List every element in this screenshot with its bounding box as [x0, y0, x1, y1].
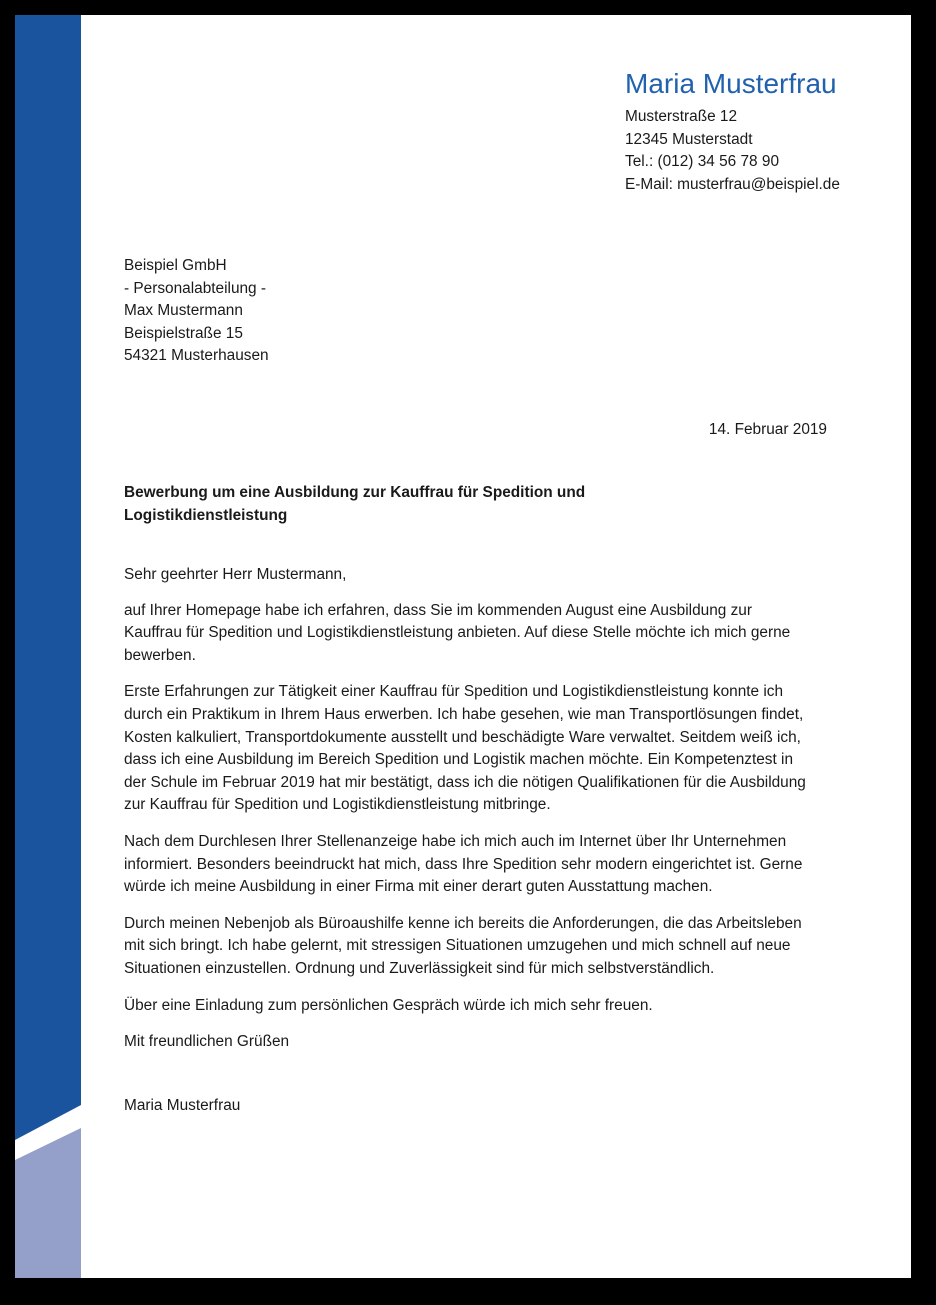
sender-street: Musterstraße 12 [625, 108, 738, 125]
subject-line: Bewerbung um eine Ausbildung zur Kauffrau für Spedition und Logistikdienstleistung [124, 484, 586, 524]
recipient-street: Beispielstraße 15 [124, 324, 243, 342]
sender-email: E-Mail: musterfrau@beispiel.de [625, 175, 840, 193]
signature-name: Maria Musterfrau [124, 1096, 241, 1114]
recipient-person: Max Mustermann [124, 302, 243, 320]
body-paragraph: auf Ihrer Homepage habe ich erfahren, dass Sie im kommenden August eine Ausbildung zur Kauffrau für Spedition und Logistikdienstleistung anbieten. Auf diese Stelle möchte ich mich gerne bewerben. [124, 601, 791, 664]
recipient-company: Beispiel GmbH [124, 257, 227, 274]
salutation: Sehr geehrter Herr Mustermann, [124, 566, 347, 583]
body-paragraph: Erste Erfahrungen zur Tätigkeit einer Kauffrau für Spedition und Logistikdienstleistung konnte ich durch ein Praktikum in Ihrem Haus erwerben. Ich habe gesehen, wie man Transportlösungen findet, Kosten kalkuliert, Transportdokumente ausstellt und beschädigte Ware verwaltet. Seitdem weiß ich, dass ich eine Ausbildung im Bereich Spedition und Logistik machen möchte. Ein Kompetenztest in der Schule im Februar 2019 hat mir bestätigt, dass ich die nötigen Qualifikationen für die Ausbildung zur Kauffrau für Spedition und Logistikdienstleistung mitbringe. [124, 683, 806, 814]
recipient-department: - Personalabteilung - [124, 279, 267, 297]
letter-page [15, 15, 911, 1278]
sender-phone: Tel.: (012) 34 56 78 90 [625, 153, 780, 171]
recipient-block [124, 255, 269, 368]
accent-stripe-dark [15, 15, 81, 1140]
closing: Mit freundlichen Grüßen [124, 1033, 290, 1051]
letter-body [124, 564, 830, 1117]
letter-date: 14. Februar 2019 [708, 421, 827, 438]
letter-content [124, 15, 840, 1278]
sender-name: Maria Musterfrau [625, 68, 837, 99]
accent-stripe-light [15, 1128, 81, 1278]
recipient-city: 54321 Musterhausen [124, 347, 269, 365]
body-paragraph: Durch meinen Nebenjob als Büroaushilfe kenne ich bereits die Anforderungen, die das Arbeitsleben mit sich bringt. Ich habe gelernt, mit stressigen Situationen umzugehen und mich schnell auf neue Situationen einzustellen. Ordnung und Zuverlässigkeit sind für mich selbstverständlich. [124, 914, 802, 977]
sender-block [625, 67, 840, 196]
sender-city: 12345 Musterstadt [625, 130, 753, 148]
body-paragraph: Über eine Einladung zum persönlichen Gespräch würde ich mich sehr freuen. [124, 996, 653, 1014]
body-paragraph: Nach dem Durchlesen Ihrer Stellenanzeige habe ich mich auch im Internet über Ihr Unternehmen informiert. Besonders beeindruckt hat mich, dass Ihre Spedition sehr modern eingerichtet ist. Gerne würde ich meine Ausbildung in einer Firma mit einer derart guten Ausstattung machen. [124, 832, 803, 896]
